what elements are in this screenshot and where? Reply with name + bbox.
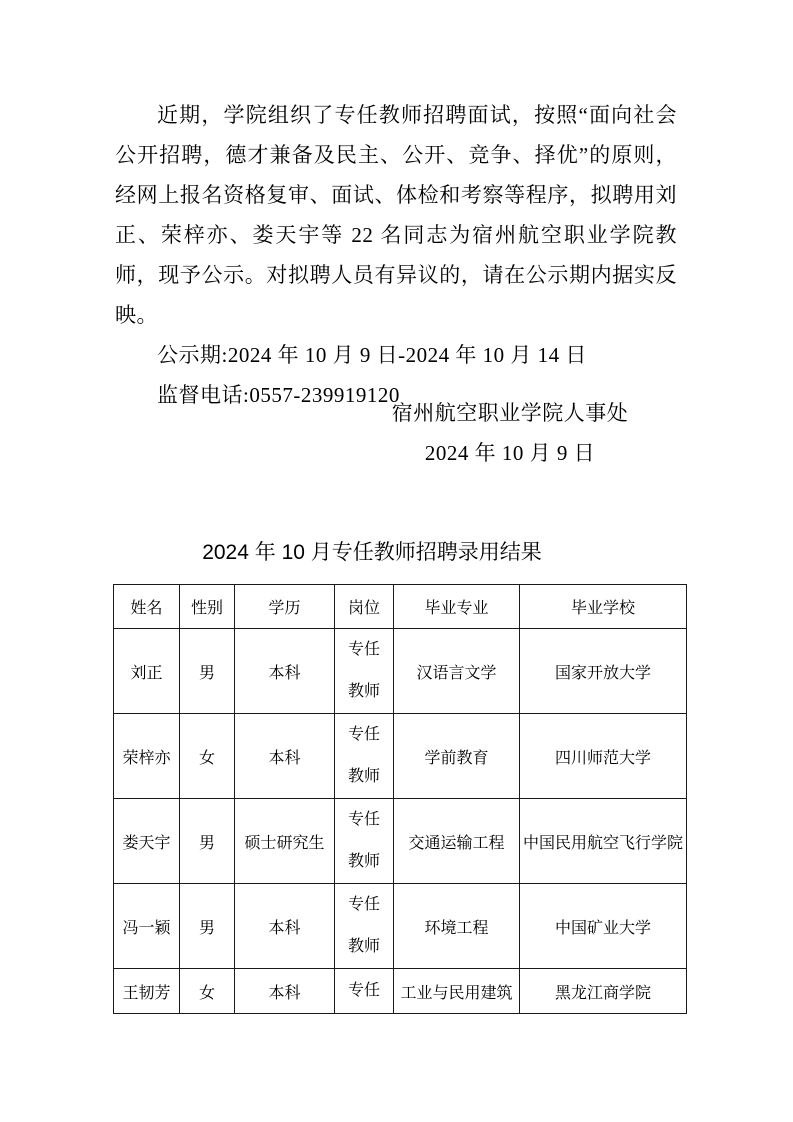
cell-education: 本科 bbox=[235, 629, 335, 714]
cell-gender: 男 bbox=[180, 884, 235, 969]
cell-name: 荣梓亦 bbox=[114, 714, 180, 799]
header-education: 学历 bbox=[235, 585, 335, 629]
cell-major: 交通运输工程 bbox=[394, 799, 520, 884]
header-gender: 性别 bbox=[180, 585, 235, 629]
cell-education: 硕士研究生 bbox=[235, 799, 335, 884]
header-position: 岗位 bbox=[335, 585, 394, 629]
table-row bbox=[114, 629, 687, 714]
cell-education: 本科 bbox=[235, 884, 335, 969]
table-row bbox=[114, 799, 687, 884]
header-school: 毕业学校 bbox=[520, 585, 687, 629]
cell-major: 工业与民用建筑 bbox=[394, 969, 520, 1014]
cell-name: 刘正 bbox=[114, 629, 180, 714]
cell-position: 专任教师 bbox=[335, 714, 394, 799]
cell-position: 专任教师 bbox=[335, 884, 394, 969]
recruitment-result-table bbox=[113, 584, 687, 1014]
cell-school: 中国矿业大学 bbox=[520, 884, 687, 969]
cell-major: 汉语言文学 bbox=[394, 629, 520, 714]
signature-block bbox=[385, 393, 635, 473]
table-row bbox=[114, 969, 687, 1014]
cell-school: 四川师范大学 bbox=[520, 714, 687, 799]
table-row bbox=[114, 884, 687, 969]
cell-position: 专任教师 bbox=[335, 799, 394, 884]
cell-education: 本科 bbox=[235, 969, 335, 1014]
publicity-period-line: 公示期:2024 年 10 月 9 日-2024 年 10 月 14 日 bbox=[157, 343, 587, 367]
cell-school: 国家开放大学 bbox=[520, 629, 687, 714]
cell-major: 环境工程 bbox=[394, 884, 520, 969]
header-name: 姓名 bbox=[114, 585, 180, 629]
cell-name: 冯一颖 bbox=[114, 884, 180, 969]
header-major: 毕业专业 bbox=[394, 585, 520, 629]
cell-gender: 女 bbox=[180, 714, 235, 799]
signature-date: 2024 年 10 月 9 日 bbox=[424, 441, 596, 465]
cell-name: 王韧芳 bbox=[114, 969, 180, 1014]
table-header-row bbox=[114, 585, 687, 629]
cell-name: 娄天宇 bbox=[114, 799, 180, 884]
cell-position: 专任 bbox=[335, 969, 394, 1014]
cell-major: 学前教育 bbox=[394, 714, 520, 799]
table-row bbox=[114, 714, 687, 799]
cell-gender: 女 bbox=[180, 969, 235, 1014]
cell-school: 黑龙江商学院 bbox=[520, 969, 687, 1014]
cell-education: 本科 bbox=[235, 714, 335, 799]
cell-school: 中国民用航空飞行学院 bbox=[520, 799, 687, 884]
cell-position: 专任教师 bbox=[335, 629, 394, 714]
supervision-phone-line: 监督电话:0557-239919120 bbox=[157, 383, 400, 407]
notice-body bbox=[115, 95, 677, 415]
cell-gender: 男 bbox=[180, 799, 235, 884]
table-title: 2024 年 10 月专任教师招聘录用结果 bbox=[202, 541, 542, 564]
cell-gender: 男 bbox=[180, 629, 235, 714]
signature-organization: 宿州航空职业学院人事处 bbox=[391, 401, 629, 425]
notice-paragraph: 近期，学院组织了专任教师招聘面试，按照“面向社会公开招聘，德才兼备及民主、公开、竞争、择优”的原则，经网上报名资格复审、面试、体检和考察等程序，拟聘用刘正、荣梓亦、娄天宇等 22 名同志为宿州航空职业学院教师，现予公示。对拟聘人员有异议的，请在公示期内据实反映。 bbox=[115, 103, 677, 327]
